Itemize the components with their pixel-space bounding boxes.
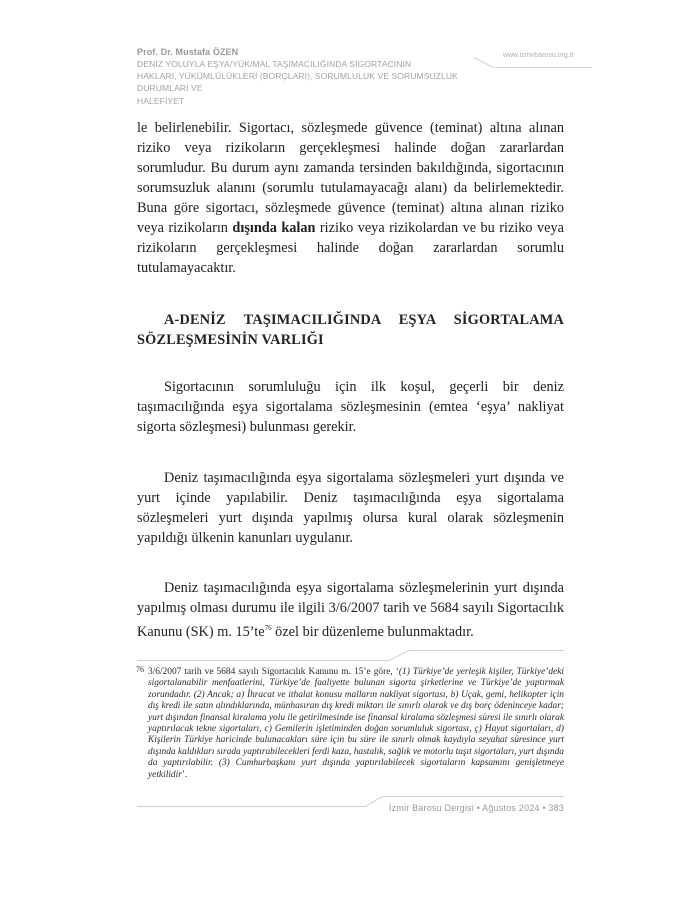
footnote-rule-right bbox=[408, 650, 564, 651]
article-body bbox=[137, 118, 564, 642]
footnote-number: 76 bbox=[136, 665, 144, 674]
paragraph-text: le belirlenebilir. Sigortacı, sözleşmede güvence (teminat) altına alınan riziko veya rizikoların gerçekleşmesi halinde doğan zararlardan sorumludur. Bu durum aynı zamanda tersinden bakıldığında, sigortacının sorumsuzluk alanını (sorumlu tutulamayacağı alanı) da belirlemektedir. Buna göre sigortacı, sözleşmede güvence (teminat) altına alınan riziko veya rizikoların bbox=[137, 120, 564, 236]
bold-phrase: dışında kalan bbox=[232, 220, 316, 236]
paragraph: Deniz taşımacılığında eşya sigortalama sözleşmeleri yurt dışında ve yurt içinde yapılabilir. Deniz taşımacılığında eşya sigortalama sözleşmeleri yurt dışında yapılmış olursa kural olarak sözleşmenin yapıldığı ülkenin kanunları uygulanır. bbox=[137, 470, 564, 546]
header-url[interactable]: www.izmirbarosu.org.tr bbox=[502, 52, 574, 59]
header-article-title bbox=[137, 58, 477, 107]
paragraph-continuation bbox=[137, 118, 564, 278]
footnote-reference[interactable]: 76 bbox=[264, 624, 272, 632]
footnote bbox=[137, 667, 564, 781]
header-rule bbox=[495, 67, 592, 68]
footnote-text bbox=[137, 667, 564, 781]
footer-rule bbox=[137, 806, 366, 807]
paragraph-text: Deniz taşımacılığında eşya sigortalama sözleşmelerinin yurt dışında yapılmış olması durumu ile ilgili 3/6/2007 tarih ve 5684 sayılı Sigortacılık Kanunu (SK) m. 15’te bbox=[137, 580, 564, 640]
header-title-line: HALEFİYET bbox=[137, 95, 185, 106]
footnote-rule-diagonal bbox=[389, 650, 409, 661]
paragraph-text: riziko veya rizikolardan ve bu riziko veya rizikoların gerçekleşmesi halinde doğan zararlardan sorumlu tutulamayacaktır. bbox=[137, 220, 564, 276]
header-author: Prof. Dr. Mustafa ÖZEN bbox=[137, 47, 239, 57]
footnote-tail: ’. bbox=[181, 769, 188, 780]
footnote-lead: 3/6/2007 tarih ve 5684 sayılı Sigortacılık Kanunu m. 15’e göre, ‘ bbox=[148, 667, 399, 677]
footnote-rule bbox=[137, 660, 390, 661]
footer-rule-diagonal bbox=[365, 796, 383, 807]
paragraph-text: özel bir düzenleme bulunmaktadır. bbox=[271, 623, 474, 640]
paragraph bbox=[137, 578, 564, 642]
footnote-quote: (1) Türkiye’de yerleşik kişiler, Türkiye’deki sigortalanabilir menfaatlerini, Türkiye’de faaliyette bulunan sigorta şirketlerine ve Türkiye’de yaptırmak zorundadır. (2) Ancak; a) İhracat ve ithalat konusu malların nakliyat sigortası, b) Uçak, gemi, helikopter için dış kredi ile satın alındıklarında, münhasıran dış kredi miktarı ile sınırlı olarak ve dış borç ödeninceye kadar; yurt dışından finansal kiralama yolu ile getirilmesinde ise finansal kiralama sözleşmesi süresi ile sınırlı olarak yaptırılacak tekne sigortaları, c) Gemilerin işletiminden doğan sorumluluk sigortası, ç) Hayat sigortaları, d) Kişilerin Türkiye haricinde bulunacakları süre için bu süre ile sınırlı olmak kaydıyla seyahat süresince yurt dışında kaldıkları sırada yaptırabilecekleri ferdi kaza, hastalık, sağlık ve motorlu taşıt sigortaları, yurt dışında da yaptırılabilir. (3) Cumhurbaşkanı yurt dışında yaptırılabilecek sigortaların kapsamını genişletmeye yetkilidir bbox=[148, 667, 564, 780]
footer-rule-right bbox=[382, 796, 564, 797]
header-title-line: HAKLARI, YÜKÜMLÜLÜKLERİ (BORÇLARI), SORUMLULUK VE SORUMSUZLUK DURUMLARI VE bbox=[137, 71, 458, 94]
paragraph: Sigortacının sorumluluğu için ilk koşul, geçerli bir deniz taşımacılığında eşya sigortalama sözleşmesinin (emtea ‘eşya’ nakliyat sigorta sözleşmesi) bulunması gerekir. bbox=[137, 379, 564, 435]
section-heading: A-DENİZ TAŞIMACILIĞINDA EŞYA SİGORTALAMA SÖZLEŞMESİNİN VARLIĞI bbox=[137, 312, 564, 348]
header-title-line: DENİZ YOLUYLA EŞYA/YÜK/MAL TAŞIMACILIĞINDA SİGORTACININ bbox=[137, 59, 412, 69]
page-footer: İzmir Barosu Dergisi • Ağustos 2024 • 383 bbox=[388, 803, 564, 813]
